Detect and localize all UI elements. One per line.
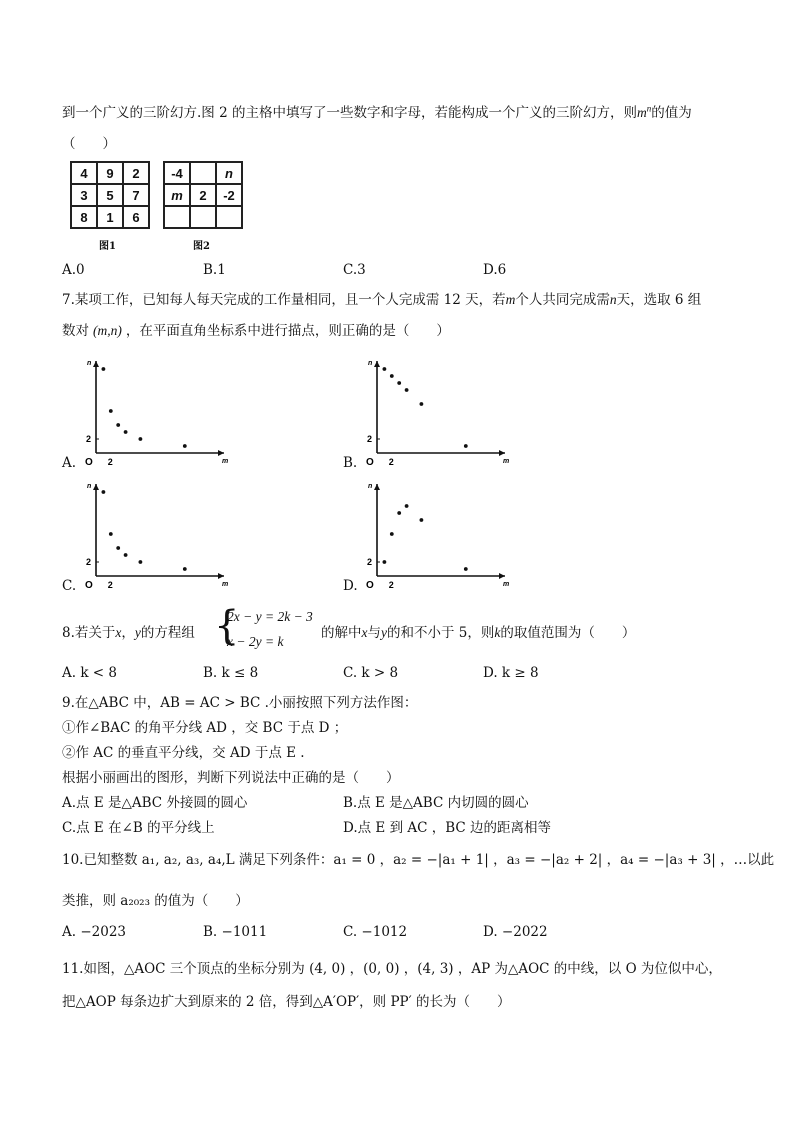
data-point: [109, 409, 113, 413]
figure-2-caption: 图2: [193, 241, 210, 252]
data-point: [102, 490, 106, 494]
q8-y2: y: [381, 625, 387, 640]
q7-text-4: 数对: [62, 323, 89, 339]
q7-graph-c[interactable]: [82, 478, 232, 593]
q8-equation-1: 2x − y = 2k − 3: [227, 609, 313, 624]
y-axis-label: n: [87, 483, 92, 490]
q7-option-b-label[interactable]: B.: [343, 455, 358, 471]
magic-square-2-cell: 2: [190, 184, 216, 206]
magic-square-2-cell: m: [164, 184, 190, 206]
q7-graph-b[interactable]: [363, 355, 513, 470]
x-axis-arrow: [499, 573, 505, 579]
magic-square-1-cell: 4: [71, 162, 97, 184]
x-tick-label: 2: [107, 457, 113, 467]
q8-text-5: 的和不小于 5，则: [387, 625, 495, 641]
magic-square-1-cell: 5: [97, 184, 123, 206]
x-tick-label: 2: [388, 580, 394, 590]
q8-option-a[interactable]: A. k < 8: [62, 665, 117, 681]
q7-text-5: ，在平面直角坐标系中进行描点，则正确的是（ ）: [125, 323, 450, 339]
data-point: [420, 402, 424, 406]
origin-label: O: [366, 580, 374, 591]
data-point: [420, 518, 424, 522]
q8-option-c[interactable]: C. k > 8: [343, 665, 399, 681]
q8-x2: x: [361, 625, 368, 640]
q8-text-6: 的取值范围为（ ）: [500, 625, 636, 641]
magic-square-2-cell: [190, 162, 216, 184]
q8-text-1: 8.若关于: [62, 625, 116, 641]
data-point: [397, 381, 401, 385]
y-tick-label: 2: [86, 434, 92, 444]
figure-1-caption: 图1: [99, 241, 116, 252]
q8-text-4: 与: [367, 625, 381, 641]
q10-stem-line-1: 10.已知整数 a₁, a₂, a₃, a₄,L 满足下列条件：a₁ = 0 ，a₂ = −|a₁ + 1| ，a₃ = −|a₂ + 2| ，a₄ = −|a₃ + 3| ，…以此: [62, 852, 775, 868]
q11-stem-line-1: 11.如图，△AOC 三个顶点的坐标分别为 (4, 0) ，(0, 0) ，(4, 3) ，AP 为△AOC 的中线，以 O 为位似中心，: [62, 961, 722, 977]
q9-question: 根据小丽画出的图形，判断下列说法中正确的是（ ）: [62, 770, 400, 786]
q9-option-b[interactable]: B.点 E 是△ABC 内切圆的圆心: [343, 795, 529, 811]
magic-square-figure-1: [70, 161, 150, 229]
origin-label: O: [85, 457, 93, 468]
data-point: [139, 560, 143, 564]
data-point: [102, 367, 106, 371]
data-point: [464, 567, 468, 571]
q10-option-d[interactable]: D. −2022: [483, 924, 548, 940]
x-axis-label: m: [222, 458, 229, 465]
origin-label: O: [85, 580, 93, 591]
x-tick-label: 2: [388, 457, 394, 467]
magic-square-1-cell: 8: [71, 206, 97, 228]
q7-pair: (m,n): [93, 323, 122, 338]
q9-step-1: ①作∠BAC 的角平分线 AD ，交 BC 于点 D ；: [62, 720, 348, 736]
q6-stem-line: [62, 101, 692, 121]
data-point: [390, 532, 394, 536]
magic-square-2-cell: n: [216, 162, 242, 184]
data-point: [405, 504, 409, 508]
origin-label: O: [366, 457, 374, 468]
magic-square-2-cell: [216, 206, 242, 228]
data-point: [116, 546, 120, 550]
q8-comma: ，: [121, 625, 135, 641]
q8-text-3: 的解中: [321, 625, 362, 641]
magic-square-2-cell: -2: [216, 184, 242, 206]
y-tick-label: 2: [86, 557, 92, 567]
q10-option-c[interactable]: C. −1012: [343, 924, 408, 940]
q8-k: k: [494, 625, 501, 640]
y-axis-label: n: [368, 360, 373, 367]
q8-system-brace: {: [214, 603, 240, 649]
q9-option-d[interactable]: D.点 E 到 AC ，BC 边的距离相等: [343, 820, 552, 836]
q7-n: n: [609, 292, 617, 307]
x-axis-arrow: [499, 450, 505, 456]
data-point: [124, 430, 128, 434]
magic-square-2-cell: [190, 206, 216, 228]
q7-option-c-label[interactable]: C.: [62, 578, 77, 594]
magic-square-1-cell: 3: [71, 184, 97, 206]
q6-option-c[interactable]: C.3: [343, 262, 366, 278]
q10-option-b[interactable]: B. −1011: [203, 924, 268, 940]
q7-graph-d[interactable]: [363, 478, 513, 593]
magic-square-grid-2: [163, 161, 243, 229]
q8-option-d[interactable]: D. k ≥ 8: [483, 665, 539, 681]
magic-square-1-cell: 6: [123, 206, 149, 228]
q8-stem-tail: [321, 621, 635, 641]
magic-square-2-cell: [164, 206, 190, 228]
y-axis-arrow: [93, 361, 99, 367]
data-point: [464, 444, 468, 448]
data-point: [383, 367, 387, 371]
q8-text-2: 的方程组: [140, 625, 195, 641]
q6-n-sup: n: [646, 103, 652, 114]
data-point: [139, 437, 143, 441]
magic-square-1-cell: 7: [123, 184, 149, 206]
q6-stem-text: 到一个广义的三阶幻方.图 2 的主格中填写了一些数字和字母，若能构成一个广义的三阶幻方，则: [62, 105, 637, 121]
data-point: [390, 374, 394, 378]
y-axis-label: n: [368, 483, 373, 490]
q8-x: x: [115, 625, 122, 640]
q10-stem-line-2: 类推，则 a₂₀₂₃ 的值为（ ）: [62, 893, 249, 909]
data-point: [116, 423, 120, 427]
x-axis-arrow: [218, 573, 224, 579]
q9-option-c[interactable]: C.点 E 在∠B 的平分线上: [62, 820, 215, 836]
q11-stem-line-2: 把△AOP 每条边扩大到原来的 2 倍，得到△A′OP′，则 PP′ 的长为（ ）: [62, 994, 511, 1010]
y-tick-label: 2: [367, 434, 373, 444]
data-point: [397, 511, 401, 515]
y-axis-arrow: [374, 484, 380, 490]
x-tick-label: 2: [107, 580, 113, 590]
q7-option-a-label[interactable]: A.: [62, 455, 77, 471]
x-axis-label: m: [503, 581, 510, 588]
x-axis-arrow: [218, 450, 224, 456]
magic-square-figure-2: [163, 161, 243, 229]
q7-stem-line-1: [62, 288, 701, 308]
x-axis-label: m: [503, 458, 510, 465]
q7-stem-line-2: [62, 319, 450, 339]
y-axis-arrow: [374, 361, 380, 367]
q9-option-a[interactable]: A.点 E 是△ABC 外接圆的圆心: [62, 795, 248, 811]
q8-y: y: [134, 625, 141, 640]
y-axis-arrow: [93, 484, 99, 490]
q7-m: m: [505, 292, 516, 307]
q6-stem-end: 的值为: [651, 105, 692, 121]
q8-equation-2: x − 2y = k: [227, 634, 284, 649]
q7-text-2: 个人共同完成需: [515, 292, 610, 308]
q6-m: m: [636, 105, 647, 120]
q9-stem: 9.在△ABC 中，AB = AC > BC .小丽按照下列方法作图：: [62, 695, 418, 711]
q6-option-d[interactable]: D.6: [483, 262, 507, 278]
magic-square-grid-1: [70, 161, 150, 229]
q8-option-b[interactable]: B. k ≤ 8: [203, 665, 259, 681]
x-axis-label: m: [222, 581, 229, 588]
q6-answer-paren: （ ）: [62, 136, 116, 152]
data-point: [405, 388, 409, 392]
data-point: [183, 567, 187, 571]
magic-square-1-cell: 9: [97, 162, 123, 184]
q7-graph-a[interactable]: [82, 355, 232, 470]
data-point: [124, 553, 128, 557]
q10-option-a[interactable]: A. −2023: [62, 924, 126, 940]
y-tick-label: 2: [367, 557, 373, 567]
data-point: [383, 560, 387, 564]
data-point: [183, 444, 187, 448]
magic-square-2-cell: -4: [164, 162, 190, 184]
q7-option-d-label[interactable]: D.: [343, 578, 358, 594]
q7-text-1: 7.某项工作，已知每人每天完成的工作量相同，且一个人完成需 12 天，若: [62, 292, 506, 308]
q8-stem: [62, 621, 195, 641]
q6-option-b[interactable]: B.1: [203, 262, 226, 278]
q9-step-2: ②作 AC 的垂直平分线，交 AD 于点 E .: [62, 745, 305, 761]
data-point: [109, 532, 113, 536]
magic-square-1-cell: 1: [97, 206, 123, 228]
q7-text-3: 天，选取 6 组: [616, 292, 702, 308]
q6-option-a[interactable]: A.0: [62, 262, 85, 278]
y-axis-label: n: [87, 360, 92, 367]
magic-square-1-cell: 2: [123, 162, 149, 184]
